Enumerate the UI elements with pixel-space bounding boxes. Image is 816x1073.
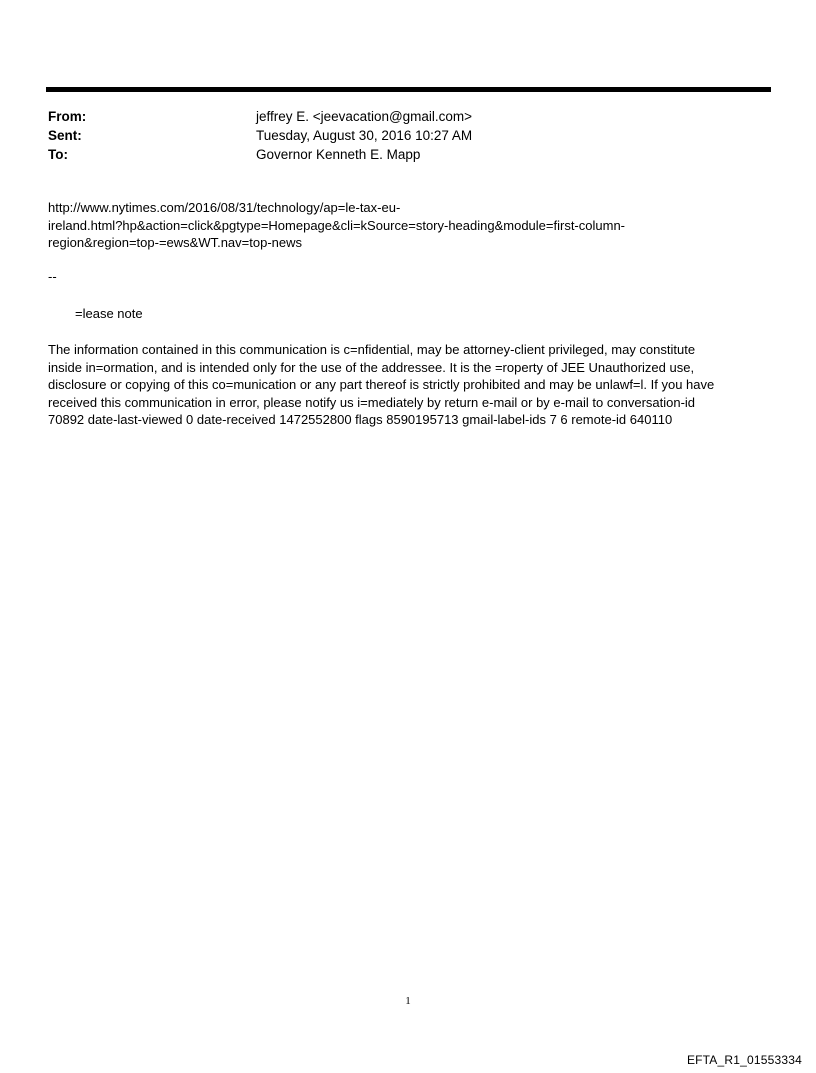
url-line[interactable]: region&region=top-=ews&WT.nav=top-news [48, 235, 303, 250]
confidentiality-disclaimer [48, 341, 763, 429]
email-header [48, 107, 768, 164]
from-label: From: [48, 109, 87, 124]
disclaimer-line: received this communication in error, please notify us i=mediately by return e-mail or by e-mail to conversation-id [48, 394, 696, 410]
disclaimer-line: 70892 date-last-viewed 0 date-received 1472552800 flags 8590195713 gmail-label-ids 7 6 remote-id 640110 [48, 412, 673, 427]
disclaimer-line: The information contained in this communication is c=nfidential, may be attorney-client privileged, may constitute [48, 342, 696, 357]
signature-separator: -- [48, 269, 57, 284]
url-line[interactable]: http://www.nytimes.com/2016/08/31/technology/ap=le-tax-eu- [48, 200, 401, 215]
sent-value: Tuesday, August 30, 2016 10:27 AM [256, 128, 473, 143]
from-value: jeffrey E. <jeevacation@gmail.com> [256, 109, 473, 124]
disclaimer-line: disclosure or copying of this co=munication or any part thereof is strictly prohibited and may be unlawf=l. If you have [48, 377, 715, 392]
from-row [48, 107, 768, 126]
sent-label: Sent: [48, 128, 82, 143]
to-value: Governor Kenneth E. Mapp [256, 147, 421, 162]
disclaimer-line: inside in=ormation, and is intended only for the use of the addressee. It is the =roperty of JEE Unauthorized use, [48, 359, 695, 375]
article-link[interactable] [48, 199, 768, 252]
sent-row [48, 126, 768, 145]
to-label: To: [48, 147, 68, 162]
note-text: =lease note [75, 306, 143, 321]
page-number: 1 [405, 995, 411, 1007]
header-divider [46, 87, 771, 92]
bates-number: EFTA_R1_01553334 [686, 1053, 802, 1067]
to-row [48, 145, 768, 164]
url-line[interactable]: ireland.html?hp&action=click&pgtype=Homepage&cli=kSource=story-heading&module=first-column- [48, 217, 626, 233]
